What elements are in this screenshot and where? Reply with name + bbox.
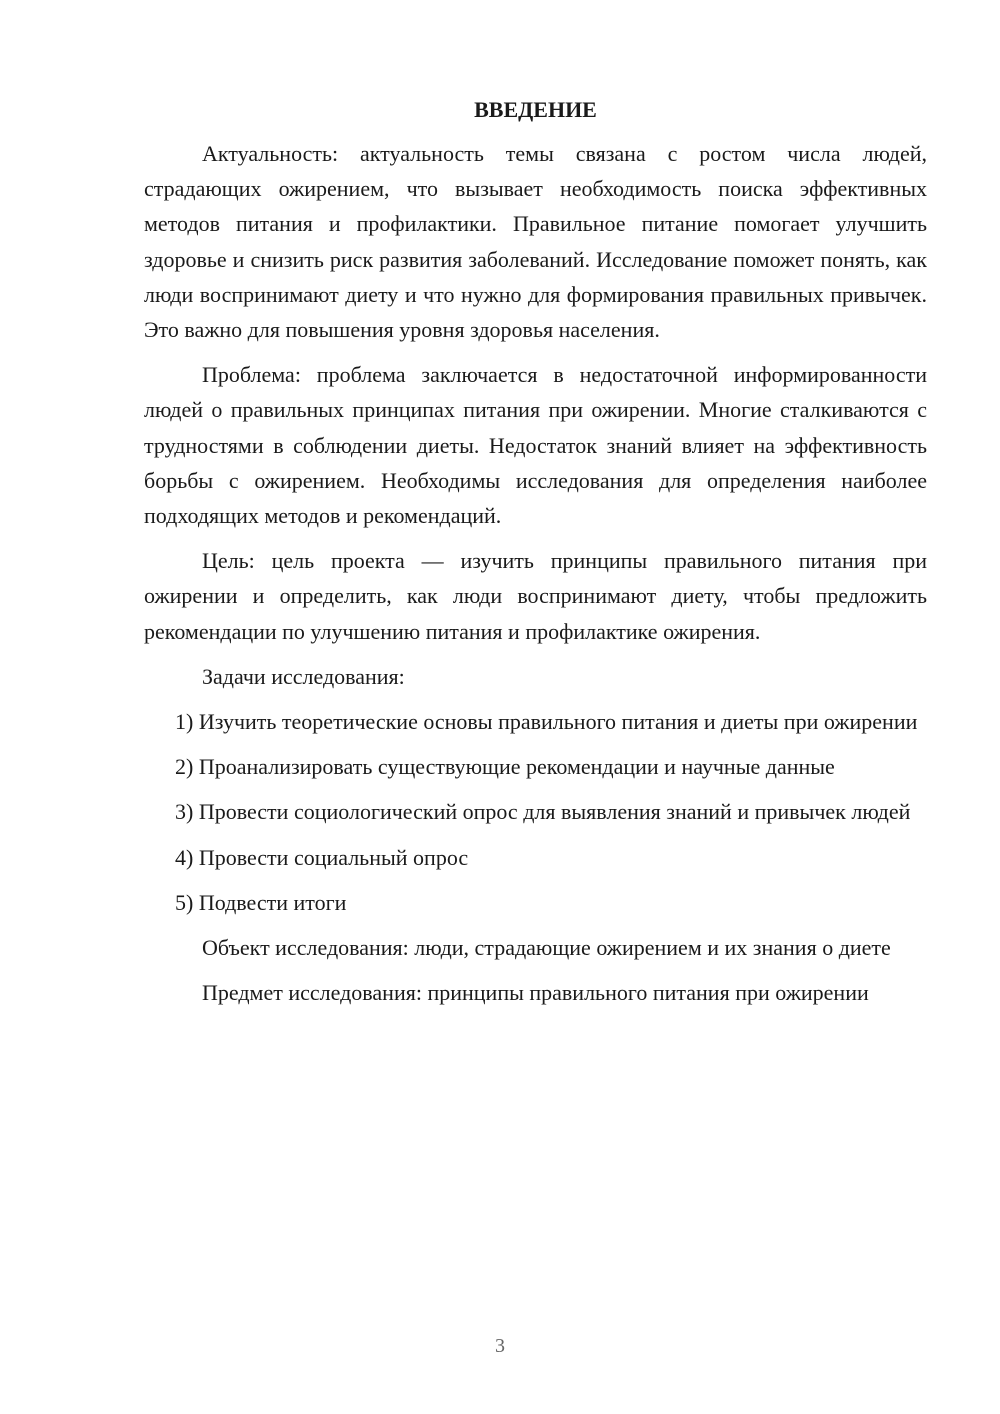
task-item-5: 5) Подвести итоги	[175, 889, 347, 915]
task-item-1: 1) Изучить теоретические основы правильного питания и диеты при ожирении	[175, 709, 918, 735]
research-subject-paragraph: Предмет исследования: принципы правильного питания при ожирении	[202, 980, 869, 1006]
relevance-paragraph: Актуальность: актуальность темы связана с ростом числа людей, страдающих ожирением, что вызывает необходимость поиска эффективных методов питания и профилактики. Правильное питание помогает улучшить здоровье и снизить риск развития заболеваний. Исследование поможет понять, как люди воспринимают диету и что нужно для формирования правильных привычек. Это важно для повышения уровня здоровья населения.	[144, 141, 927, 343]
section-heading: ВВЕДЕНИЕ	[474, 97, 597, 122]
goal-paragraph: Цель: цель проекта — изучить принципы правильного питания при ожирении и определить, как люди воспринимают диету, чтобы предложить рекомендации по улучшению питания и профилактике ожирения.	[144, 548, 927, 644]
problem-paragraph: Проблема: проблема заключается в недостаточной информированности людей о правильных принципах питания при ожирении. Многие сталкиваются с трудностями в соблюдении диеты. Недостаток знаний влияет на эффективность борьбы с ожирением. Необходимы исследования для определения наиболее подходящих методов и рекомендаций.	[144, 362, 927, 529]
page-number: 3	[495, 1335, 505, 1357]
page-content	[144, 92, 927, 1020]
task-item-4: 4) Провести социальный опрос	[175, 844, 469, 870]
task-item-3: 3) Провести социологический опрос для выявления знаний и привычек людей	[175, 799, 911, 825]
research-object-paragraph: Объект исследования: люди, страдающие ожирением и их знания о диете	[202, 935, 891, 961]
task-item-2: 2) Проанализировать существующие рекомендации и научные данные	[175, 754, 835, 780]
tasks-heading: Задачи исследования:	[202, 663, 405, 689]
